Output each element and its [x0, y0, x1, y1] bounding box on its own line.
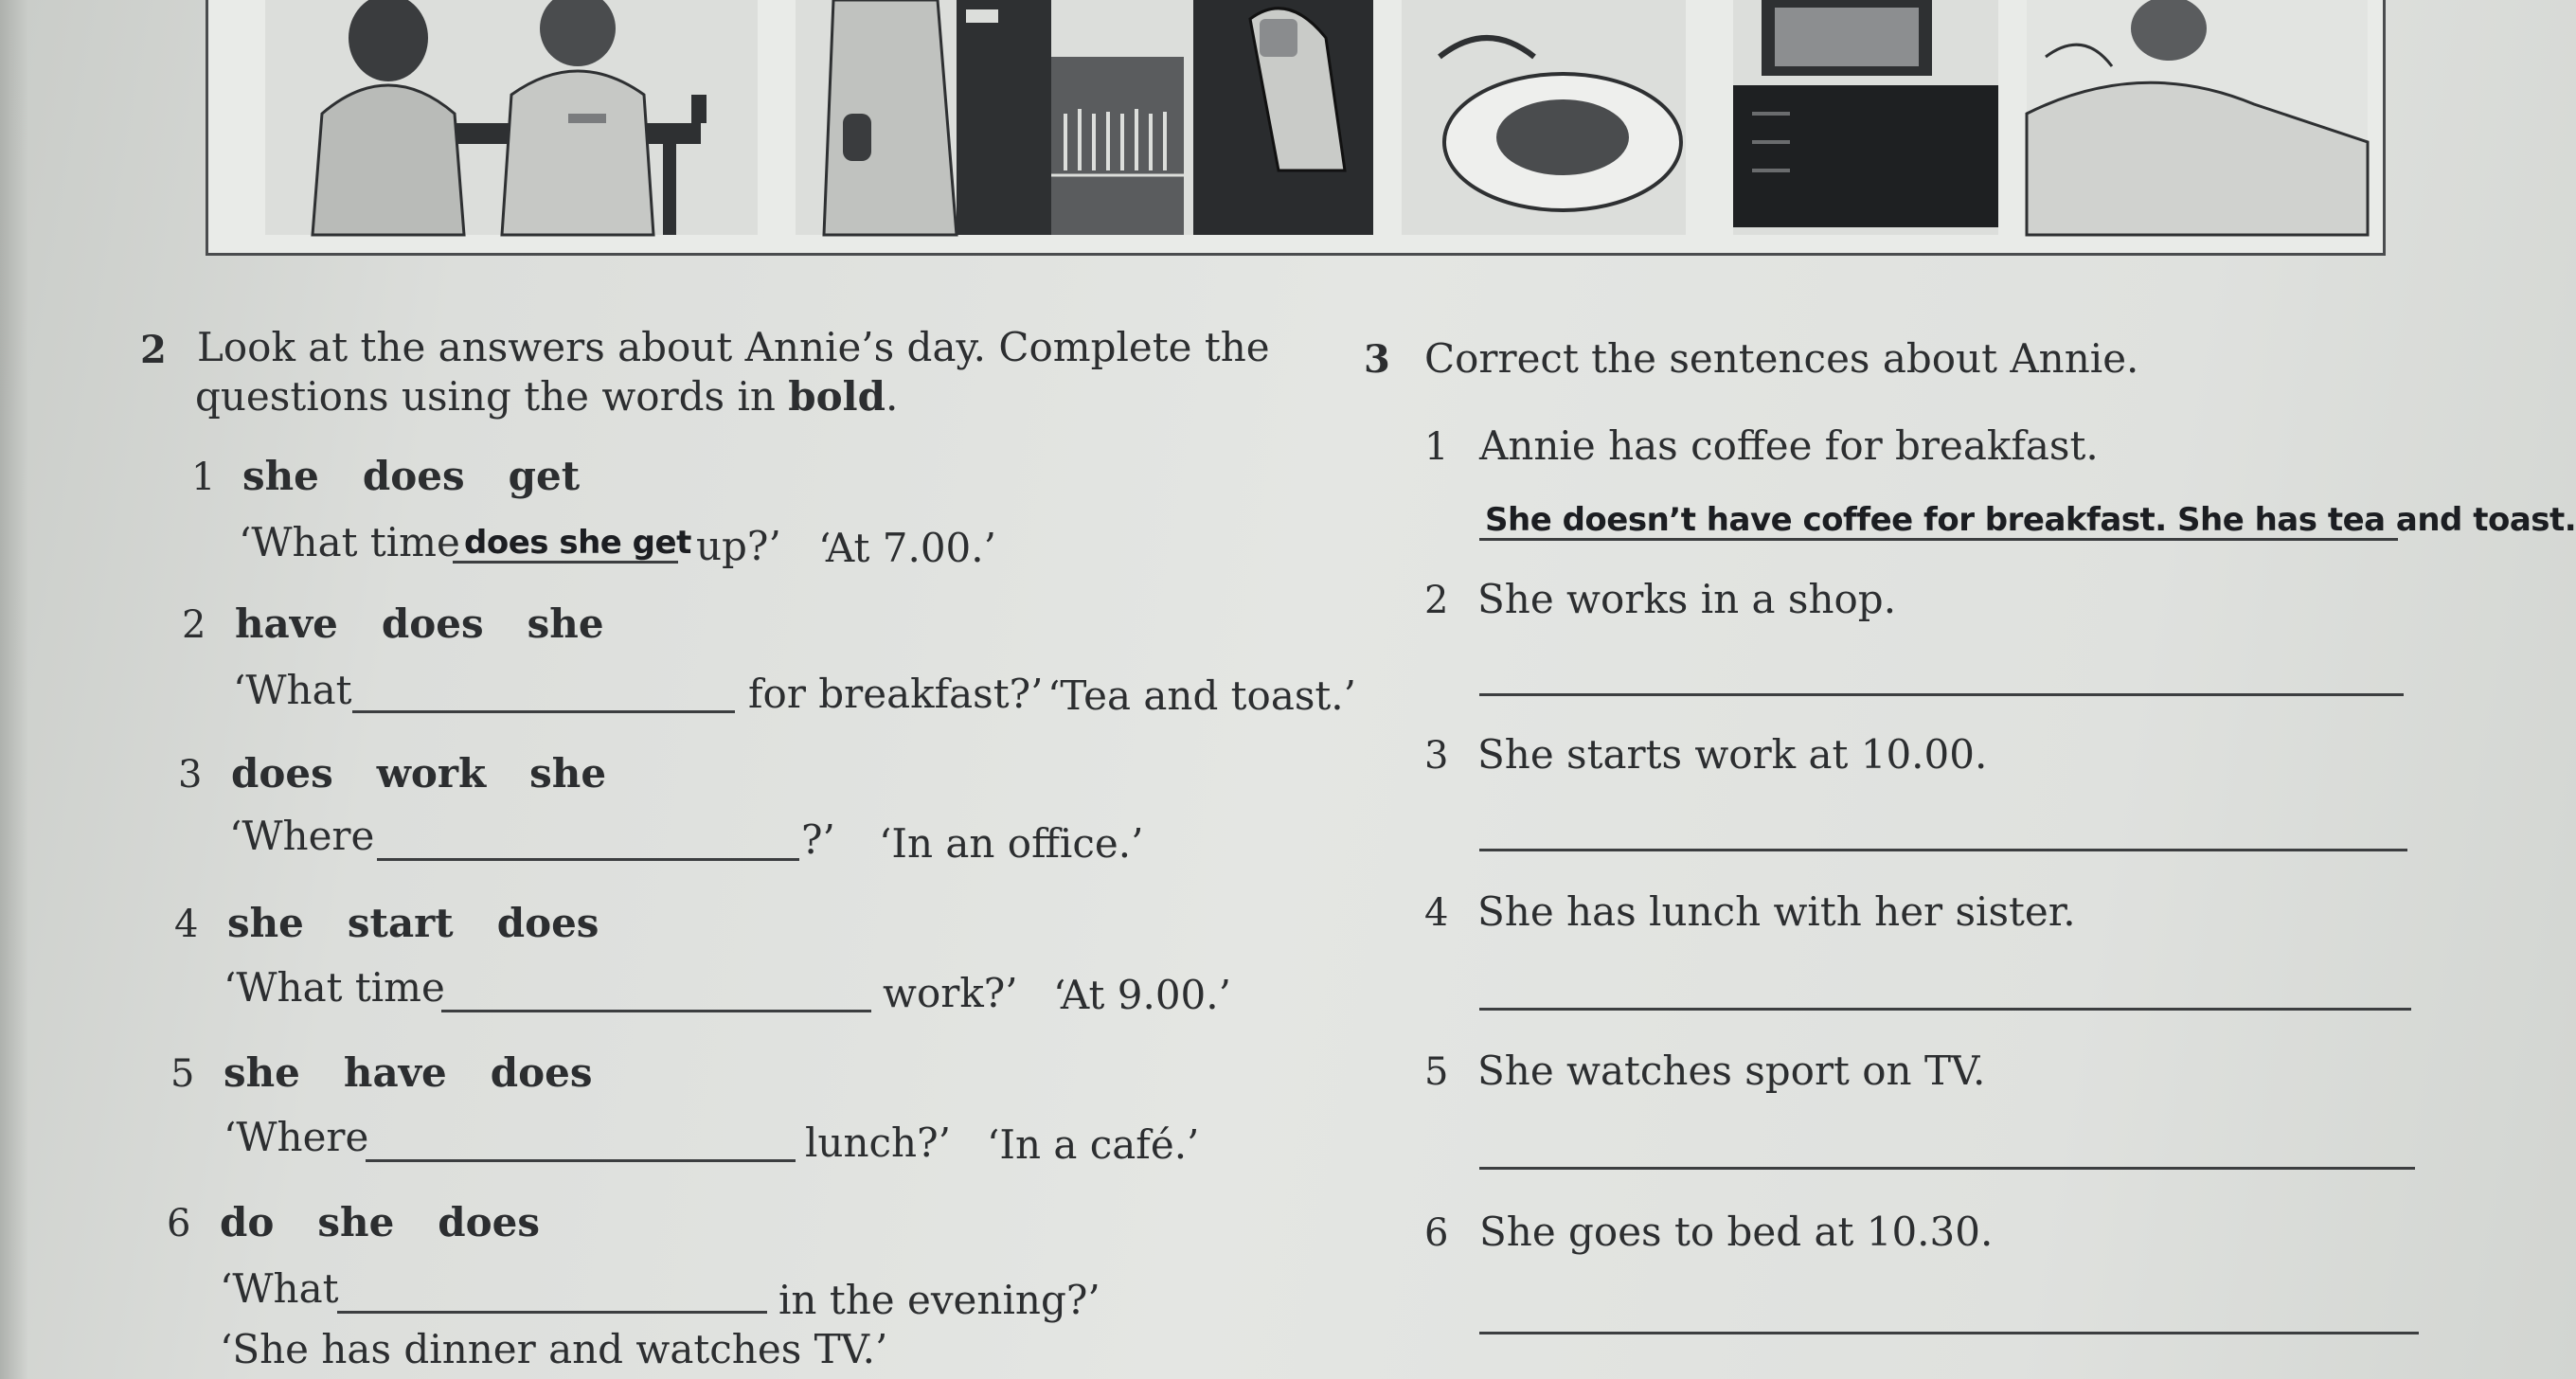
- ex2-item-5-words: [224, 1049, 636, 1096]
- ex3-item-4-correction-line[interactable]: [1479, 970, 2411, 1011]
- ex2-item-6-question-start: ‘What: [220, 1265, 339, 1312]
- exercise-3-instruction: Correct the sentences about Annie.: [1424, 335, 2139, 382]
- bold-word: does: [490, 1049, 593, 1096]
- ex2-item-6-answer: ‘She has dinner and watches TV.’: [220, 1326, 888, 1372]
- bold-word: have: [343, 1049, 447, 1096]
- ex2-item-4-answer-blank[interactable]: [441, 972, 871, 1012]
- ex3-item-1-number: 1: [1424, 425, 1449, 469]
- instruction-text: questions using the words in: [195, 373, 789, 420]
- ex2-item-4-question-start: ‘What time: [224, 964, 445, 1011]
- ex2-item-2-question-start: ‘What: [233, 667, 352, 713]
- bold-word: does: [362, 453, 465, 499]
- bold-word: have: [235, 600, 338, 647]
- bold-word: work: [376, 750, 487, 797]
- person-in-bed-illustration: [2027, 0, 2368, 235]
- ex2-item-6-answer-blank[interactable]: [337, 1273, 767, 1314]
- television-cabinet-illustration: [1733, 0, 1998, 235]
- ex2-item-2-answer: ‘Tea and toast.’: [1047, 672, 1357, 719]
- ex2-item-3-question-start: ‘Where: [229, 813, 375, 859]
- ex3-item-2-correction-line[interactable]: [1479, 655, 2404, 696]
- ex2-item-2-question-end: for breakfast?’: [748, 671, 1044, 717]
- ex2-item-3-words: [231, 750, 650, 797]
- bold-word: start: [347, 900, 454, 946]
- ex2-item-3-number: 3: [178, 753, 203, 797]
- bold-word: do: [220, 1199, 275, 1245]
- ex2-item-1-question-end: up?’: [696, 523, 781, 569]
- ex3-item-3-sentence: She starts work at 10.00.: [1477, 731, 1988, 778]
- ex3-item-2-sentence: She works in a shop.: [1477, 576, 1897, 622]
- ex3-item-6-correction-line[interactable]: [1479, 1294, 2419, 1334]
- bold-word: does: [231, 750, 333, 797]
- exercise-2-instruction-line1: Look at the answers about Annie’s day. Complete the: [197, 324, 1270, 370]
- ex2-item-3-answer: ‘In an office.’: [879, 820, 1144, 867]
- instruction-bold-word: bold: [788, 373, 886, 420]
- instruction-period: .: [886, 373, 899, 420]
- ex3-item-3-correction-line[interactable]: [1479, 811, 2407, 851]
- hand-with-cup-illustration: [1193, 0, 1373, 235]
- ex2-item-4-answer: ‘At 9.00.’: [1053, 972, 1231, 1018]
- ex2-item-6-number: 6: [167, 1202, 191, 1245]
- ex2-item-6-words: [220, 1199, 583, 1245]
- ex3-item-3-number: 3: [1424, 734, 1449, 778]
- ex2-item-4-words: [227, 900, 642, 946]
- ex2-item-5-answer-blank[interactable]: [366, 1121, 796, 1162]
- ex2-item-1-words: [242, 453, 623, 499]
- ex2-item-1-number: 1: [191, 456, 216, 499]
- ex2-item-5-question-end: lunch?’: [805, 1119, 951, 1166]
- women-at-table-illustration: [265, 0, 758, 235]
- woman-at-bookshelf-illustration: [796, 0, 1193, 235]
- ex2-item-4-question-end: work?’: [883, 970, 1018, 1016]
- bold-word: does: [381, 600, 484, 647]
- bold-word: she: [527, 600, 604, 647]
- bold-word: she: [224, 1049, 300, 1096]
- illustration-strip: [206, 0, 2386, 256]
- page-edge-shadow: [0, 0, 28, 1379]
- ex2-item-2-words: [235, 600, 648, 647]
- exercise-3-number: 3: [1364, 337, 1390, 382]
- ex2-item-5-answer: ‘In a café.’: [987, 1121, 1200, 1168]
- ex2-item-1-question-start: ‘What time: [239, 519, 460, 565]
- ex3-item-6-sentence: She goes to bed at 10.30.: [1479, 1209, 1994, 1255]
- exercise-2-instruction-line2: [195, 373, 899, 420]
- bold-word: she: [242, 453, 319, 499]
- ex3-item-4-sentence: She has lunch with her sister.: [1477, 888, 2076, 935]
- ex2-item-3-question-end: ?’: [801, 816, 835, 863]
- exercise-2-number: 2: [140, 328, 167, 372]
- ex2-item-6-question-end: in the evening?’: [778, 1277, 1100, 1323]
- ex3-item-5-correction-line[interactable]: [1479, 1129, 2415, 1170]
- bold-word: does: [496, 900, 599, 946]
- ex2-item-4-number: 4: [174, 903, 199, 946]
- ex2-item-3-answer-blank[interactable]: [377, 820, 799, 861]
- ex3-item-5-number: 5: [1424, 1050, 1449, 1094]
- ex3-item-6-number: 6: [1424, 1211, 1449, 1255]
- ex2-item-2-number: 2: [182, 603, 206, 647]
- bold-word: she: [529, 750, 607, 797]
- ex2-item-5-number: 5: [170, 1052, 195, 1096]
- bold-word: get: [508, 453, 581, 499]
- ex3-item-2-number: 2: [1424, 579, 1449, 622]
- ex3-item-1-sentence: Annie has coffee for breakfast.: [1479, 422, 2099, 469]
- bold-word: does: [438, 1199, 541, 1245]
- ex3-item-5-sentence: She watches sport on TV.: [1477, 1048, 1986, 1094]
- ex2-item-2-answer-blank[interactable]: [352, 672, 735, 713]
- bold-word: she: [317, 1199, 395, 1245]
- ex3-item-1-correction: She doesn’t have coffee for breakfast. She has tea and toast.: [1485, 501, 2576, 539]
- plate-of-food-illustration: [1402, 0, 1686, 235]
- ex2-item-1-filled-answer: does she get: [464, 524, 691, 562]
- bold-word: she: [227, 900, 304, 946]
- ex2-item-5-question-start: ‘Where: [224, 1114, 369, 1160]
- ex3-item-4-number: 4: [1424, 891, 1449, 935]
- ex2-item-1-answer: ‘At 7.00.’: [818, 525, 996, 571]
